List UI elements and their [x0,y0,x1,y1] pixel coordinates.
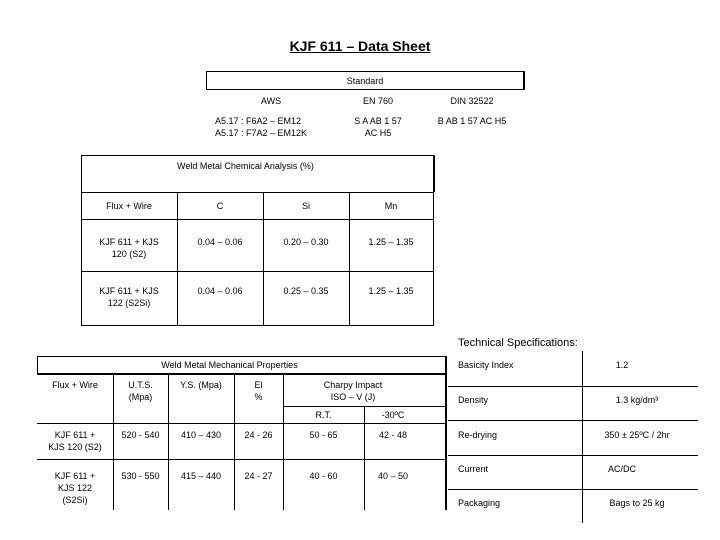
mechanical-row-1-charpy-30: 42 - 48 [378,430,408,440]
technical-row-1-label: Basicity Index [458,360,514,370]
mechanical-row-1-ys: 410 – 430 [180,430,222,440]
standard-col-en: EN 760 [362,96,394,106]
chemical-row-1-c: 0.04 – 0.06 [197,237,243,247]
standard-en-value: S A AB 1 57 AC H5 [354,116,402,138]
chemical-col-si: Si [301,201,310,211]
technical-row-5-value: Bags to 25 kg [609,498,665,508]
mechanical-row-1-uts: 520 - 540 [121,430,160,440]
mechanical-row-2-el: 24 - 27 [244,471,273,481]
technical-row-4-label: Current [458,464,489,474]
mechanical-col-uts: U.T.S. (Mpa) [128,380,153,402]
mechanical-row-2-flux: KJF 611 + KJS 122 (S2Si) [54,471,96,505]
chemical-col-flux-wire: Flux + Wire [106,201,152,211]
mechanical-col-flux-wire: Flux + Wire [52,380,98,390]
technical-row-4-value: AC/DC [607,464,636,474]
chemical-col-c: C [216,201,224,211]
mechanical-col-charpy-rt: R.T. [315,410,332,420]
technical-row-3-value: 350 ± 25ºC / 2hr [604,430,670,440]
mechanical-row-2-uts: 530 - 550 [121,471,160,481]
standard-aws-value: A5.17 : F6A2 – EM12 A5.17 : F7A2 – EM12K [215,116,308,138]
mechanical-row-2-charpy-30: 40 – 50 [377,471,409,481]
technical-header: Technical Specifications: [458,337,578,349]
chemical-row-2-c: 0.04 – 0.06 [197,286,243,296]
standard-header: Standard [346,75,384,86]
standard-col-din: DIN 32522 [450,96,494,106]
technical-row-2-label: Density [458,395,489,405]
technical-row-1-value: 1.2 [615,360,629,370]
chemical-row-1-si: 0.20 – 0.30 [283,237,329,247]
mechanical-col-charpy: Charpy Impact ISO – V (J) [323,380,383,402]
mechanical-row-1-flux: KJF 611 + KJS 120 (S2) [48,430,102,452]
chemical-row-2-flux: KJF 611 + KJS 122 (S2Si) [99,286,159,308]
mechanical-row-1-el: 24 - 26 [244,430,273,440]
mechanical-row-1-charpy-rt: 50 - 65 [309,430,338,440]
chemical-row-2-mn: 1.25 – 1.35 [368,286,414,296]
mechanical-col-ys: Y.S. (Mpa) [180,380,222,390]
technical-row-2-value: 1.3 kg/dm³ [615,395,659,405]
page-title: KJF 611 – Data Sheet [289,38,431,54]
technical-row-5-label: Packaging [458,498,501,508]
chemical-row-2-si: 0.25 – 0.35 [283,286,329,296]
technical-row-3-label: Re-drying [458,430,498,440]
mechanical-row-2-charpy-rt: 40 - 60 [309,471,338,481]
chemical-col-mn: Mn [384,201,398,211]
mechanical-col-charpy-30: -30ºC [381,410,405,420]
chemical-row-1-mn: 1.25 – 1.35 [368,237,414,247]
mechanical-row-2-ys: 415 – 440 [180,471,222,481]
standard-col-aws: AWS [260,96,282,106]
mechanical-header: Weld Metal Mechanical Properties [161,360,298,370]
mechanical-col-el: El % [254,380,263,402]
chemical-row-1-flux: KJF 611 + KJS 120 (S2) [99,237,159,259]
standard-din-value: B AB 1 57 AC H5 [437,116,507,126]
chemical-header: Weld Metal Chemical Analysis (%) [177,161,314,171]
